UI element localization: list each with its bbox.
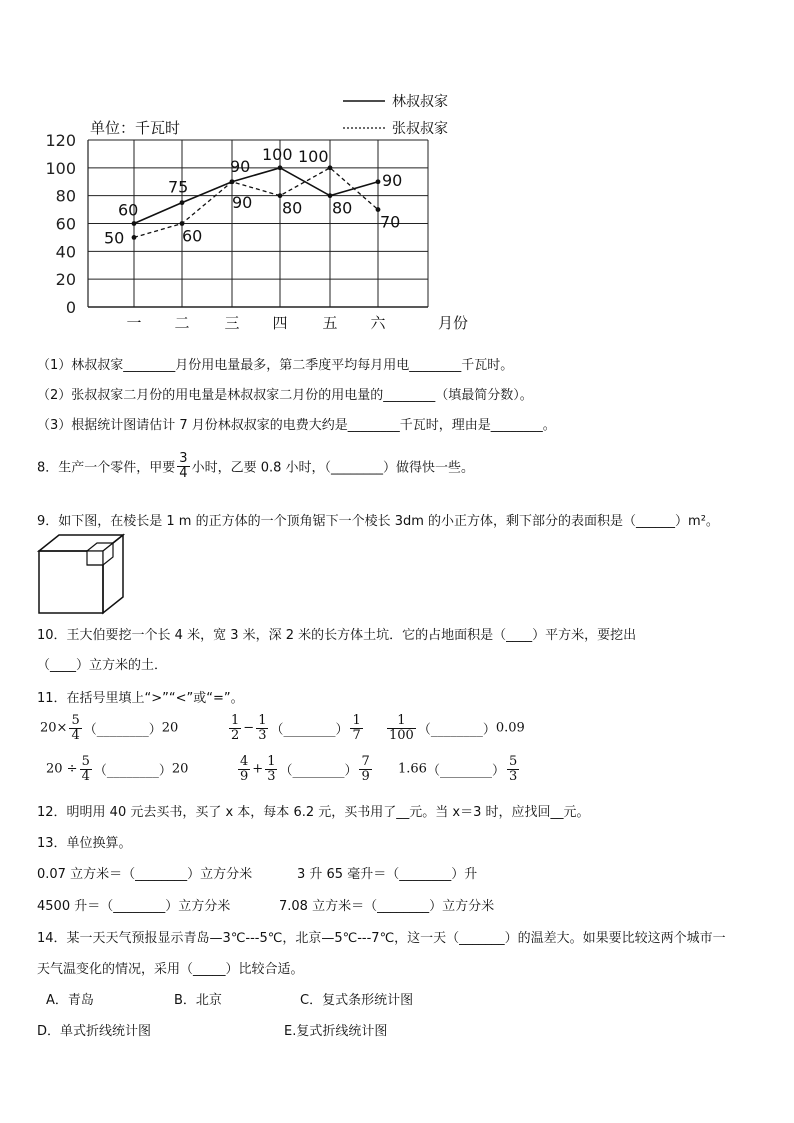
data-point [328, 193, 333, 198]
data-label: 90 [382, 170, 403, 190]
q14-line2: 天气温变化的情况，采用（_____）比较合适。 [37, 962, 304, 977]
q12: 12．明明用 40 元去买书，买了 x 本，每本 6.2 元，买书用了__元。当 x＝3 时，应找回__元。 [37, 805, 590, 820]
q10-line1: 10．王大伯要挖一个长 4 米，宽 3 米，深 2 米的长方体土坑．它的占地面积是（____）平方米，要挖出 [37, 628, 637, 643]
q13-a: 0.07 立方米＝（________）立方分米 [37, 867, 253, 882]
q13-title: 13．单位换算。 [37, 836, 132, 851]
x-tick-label: 三 [224, 314, 240, 332]
q14-option-b: B．北京 [174, 993, 222, 1008]
y-tick-label: 40 [55, 242, 76, 262]
q8-fraction: $\frac{3}{4}$ [179, 451, 188, 481]
x-axis-label: 月份 [438, 314, 469, 332]
q14-line1: 14．某一天天气预报显示青岛—3℃---5℃，北京—5℃---7℃，这一天（_______）的温差大。如果要比较这两个城市一 [37, 931, 726, 946]
q11-row1c: $\frac{1}{100}$ （________）0.09 [389, 713, 525, 743]
chart-unit-label: 单位：千瓦时 [90, 119, 181, 137]
q14-option-e: E.复式折线统计图 [284, 1024, 388, 1039]
data-label: 50 [104, 228, 125, 248]
q14-option-a: A．青岛 [46, 993, 94, 1008]
data-point [376, 179, 381, 184]
q9: 9．如下图，在棱长是 1 m 的正方体的一个顶角锯下一个棱长 3dm 的小正方体，剩下部分的表面积是（______）m²。 [37, 514, 719, 529]
data-label: 90 [230, 156, 251, 176]
data-label: 80 [332, 198, 353, 218]
q7-part3: （3）根据统计图请估计 7 月份林叔叔家的电费大约是________千瓦时，理由是________。 [37, 418, 556, 433]
x-tick-label: 一 [126, 314, 142, 332]
data-label: 100 [262, 144, 293, 164]
cube-figure [37, 533, 127, 615]
q11-row1b: $\frac{1}{2}$ − $\frac{1}{3}$ （________） $\frac{1}{7}$ [231, 713, 361, 743]
q13-d: 7.08 立方米＝（________）立方分米 [279, 899, 495, 914]
data-label: 100 [298, 146, 329, 166]
data-point [132, 221, 137, 226]
x-tick-label: 二 [174, 314, 190, 332]
y-tick-label: 100 [45, 158, 76, 178]
y-tick-label: 60 [55, 214, 76, 234]
chart-grid [88, 140, 428, 307]
data-label: 90 [232, 192, 253, 212]
data-point [132, 235, 137, 240]
q13-b: 3 升 65 毫升＝（________）升 [297, 867, 478, 882]
q7-part1: （1）林叔叔家________月份用电量最多，第二季度平均每月用电________千瓦时。 [37, 358, 514, 373]
data-point [278, 193, 283, 198]
y-tick-label: 20 [55, 270, 76, 290]
chart-labels [45, 131, 402, 332]
data-point [328, 165, 333, 170]
q10-line2: （____）立方米的土． [37, 658, 168, 673]
data-label: 60 [118, 200, 139, 220]
q11-title: 11．在括号里填上“>”“<”或“=”。 [37, 691, 244, 706]
q13-c: 4500 升＝（________）立方分米 [37, 899, 231, 914]
data-label: 60 [182, 226, 203, 246]
data-point [230, 179, 235, 184]
q11-row2c: 1.66（________） $\frac{5}{3}$ [398, 754, 518, 784]
data-point [376, 207, 381, 212]
data-label: 80 [282, 198, 303, 218]
x-tick-label: 四 [272, 314, 288, 332]
q14-option-c: C．复式条形统计图 [300, 993, 414, 1008]
data-point [180, 221, 185, 226]
q11-row2b: $\frac{4}{9}$ + $\frac{1}{3}$ （________） $\frac{7}{9}$ [240, 754, 370, 784]
q11-row2a: 20 ÷ $\frac{5}{4}$ （________）20 [46, 754, 189, 784]
y-tick-label: 0 [65, 298, 76, 317]
line-chart [30, 85, 480, 335]
q14-option-d: D．单式折线统计图 [37, 1024, 152, 1039]
q8: 8．生产一个零件，甲要 $\frac{3}{4}$ 小时，乙要 0.8 小时，（________）做得快一些。 [37, 451, 475, 481]
x-tick-label: 六 [370, 314, 386, 332]
data-label: 70 [380, 212, 401, 232]
legend-dotted-label: 张叔叔家 [392, 121, 448, 137]
x-tick-label: 五 [322, 314, 338, 332]
q11-row1a: 20× $\frac{5}{4}$ （________）20 [40, 713, 179, 743]
y-tick-label: 80 [55, 186, 76, 206]
data-label: 75 [168, 177, 189, 197]
data-point [180, 200, 185, 205]
data-point [278, 165, 283, 170]
y-tick-label: 120 [45, 131, 76, 150]
legend-solid-label: 林叔叔家 [392, 94, 448, 110]
q7-part2: （2）张叔叔家二月份的用电量是林叔叔家二月份的用电量的________（填最简分数）。 [37, 388, 533, 403]
